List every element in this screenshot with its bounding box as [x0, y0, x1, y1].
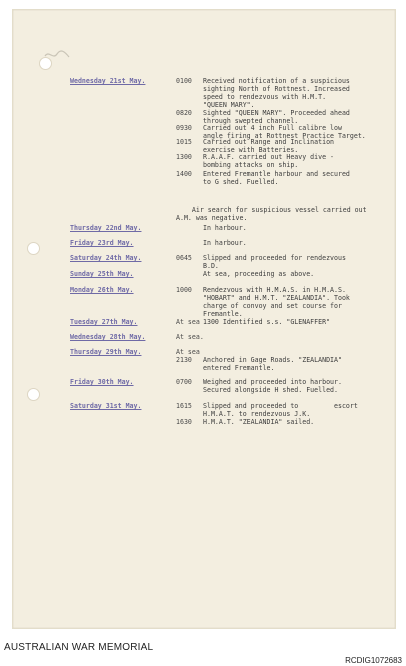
entry-text: Air search for suspicious vessel carried out: [176, 206, 367, 214]
entry-text: bombing attacks on ship.: [203, 161, 299, 169]
institution-label: AUSTRALIAN WAR MEMORIAL: [4, 642, 154, 653]
entry-date: Wednesday 28th May.: [70, 333, 146, 341]
entry-date: Friday 30th May.: [70, 378, 134, 386]
entry-text: At sea, proceeding as above.: [203, 270, 315, 278]
entry-time: At sea 2130: [176, 348, 200, 364]
entry-text: H.M.A.T. to rendezvous J.K.: [203, 410, 311, 418]
entry-date: Monday 26th May.: [70, 286, 134, 294]
entry-text: A.M. was negative.: [176, 214, 248, 222]
entry-text: "QUEEN MARY".: [203, 101, 255, 109]
entry-time: 0700: [176, 378, 192, 386]
entry-time: 1300: [176, 153, 192, 161]
entry-text: Secured alongside H shed. Fuelled.: [203, 386, 338, 394]
entry-date: Sunday 25th May.: [70, 270, 134, 278]
entry-text: to G shed. Fuelled.: [203, 178, 279, 186]
entry-time: 0820: [176, 109, 192, 117]
entry-text: Rendezvous with H.M.A.S. in H.M.A.S.: [203, 286, 346, 294]
entry-text: angle firing at Rottnest Practice Target.: [203, 132, 366, 140]
entry-date: Friday 23rd May.: [70, 239, 134, 247]
entry-text: speed to rendezvous with H.M.T.: [203, 93, 327, 101]
entry-date: Saturday 24th May.: [70, 254, 142, 262]
entry-text: entered Fremantle.: [203, 364, 275, 372]
entry-time: 0100: [176, 77, 192, 85]
entry-text: Sighted "QUEEN MARY". Proceeded ahead: [203, 109, 350, 117]
entry-text: Received notification of a suspicious: [203, 77, 350, 85]
entry-text: charge of convoy and set course for: [203, 302, 342, 310]
entry-text: In harbour.: [203, 224, 247, 232]
entry-time: 1400: [176, 170, 192, 178]
entry-text: Carried out Range and Inclination: [203, 138, 335, 146]
entry-text: exercise with Batteries.: [203, 146, 299, 154]
entry-text: 1300 Identified s.s. "GLENAFFER": [203, 318, 331, 326]
entry-text: "HOBART" and H.M.T. "ZEALANDIA". Took: [203, 294, 350, 302]
entry-date: Wednesday 21st May.: [70, 77, 146, 85]
entry-time: 0930: [176, 124, 192, 132]
entry-time: 1000: [176, 286, 192, 294]
entry-text: Carried out 4 inch Full calibre low: [203, 124, 342, 132]
entry-date: Thursday 29th May.: [70, 348, 142, 356]
entry-text: In harbour.: [203, 239, 247, 247]
entry-text: Entered Fremantle harbour and secured: [203, 170, 350, 178]
entry-text: Slipped and proceeded to escort: [203, 402, 358, 410]
entry-text: sighting North of Rottnest. Increased: [203, 85, 350, 93]
entry-text: Fremantle.: [203, 310, 243, 318]
reference-code: RCDIG1072683: [345, 656, 402, 665]
entry-text: Slipped and proceeded for rendezvous: [203, 254, 346, 262]
punch-hole-middle: [27, 242, 40, 255]
entry-date: Saturday 31st May.: [70, 402, 142, 410]
entry-text: B.D.: [203, 262, 219, 270]
entry-time: 0645: [176, 254, 192, 262]
entry-text: H.M.A.T. "ZEALANDIA" sailed.: [203, 418, 315, 426]
entry-time: 1015: [176, 138, 192, 146]
entry-text: Weighed and proceeded into harbour.: [203, 378, 342, 386]
punch-hole-bottom: [27, 388, 40, 401]
entry-date: Tuesday 27th May.: [70, 318, 138, 326]
entry-time: At sea: [176, 318, 200, 326]
entry-text: R.A.A.F. carried out Heavy dive -: [203, 153, 335, 161]
entry-time: At sea.: [176, 333, 204, 341]
entry-time: 1615 1630: [176, 402, 192, 426]
entry-text: through swepted channel.: [203, 117, 299, 125]
punch-hole-top: [39, 57, 52, 70]
entry-date: Thursday 22nd May.: [70, 224, 142, 232]
entry-text: Anchored in Gage Roads. "ZEALANDIA": [203, 356, 342, 364]
